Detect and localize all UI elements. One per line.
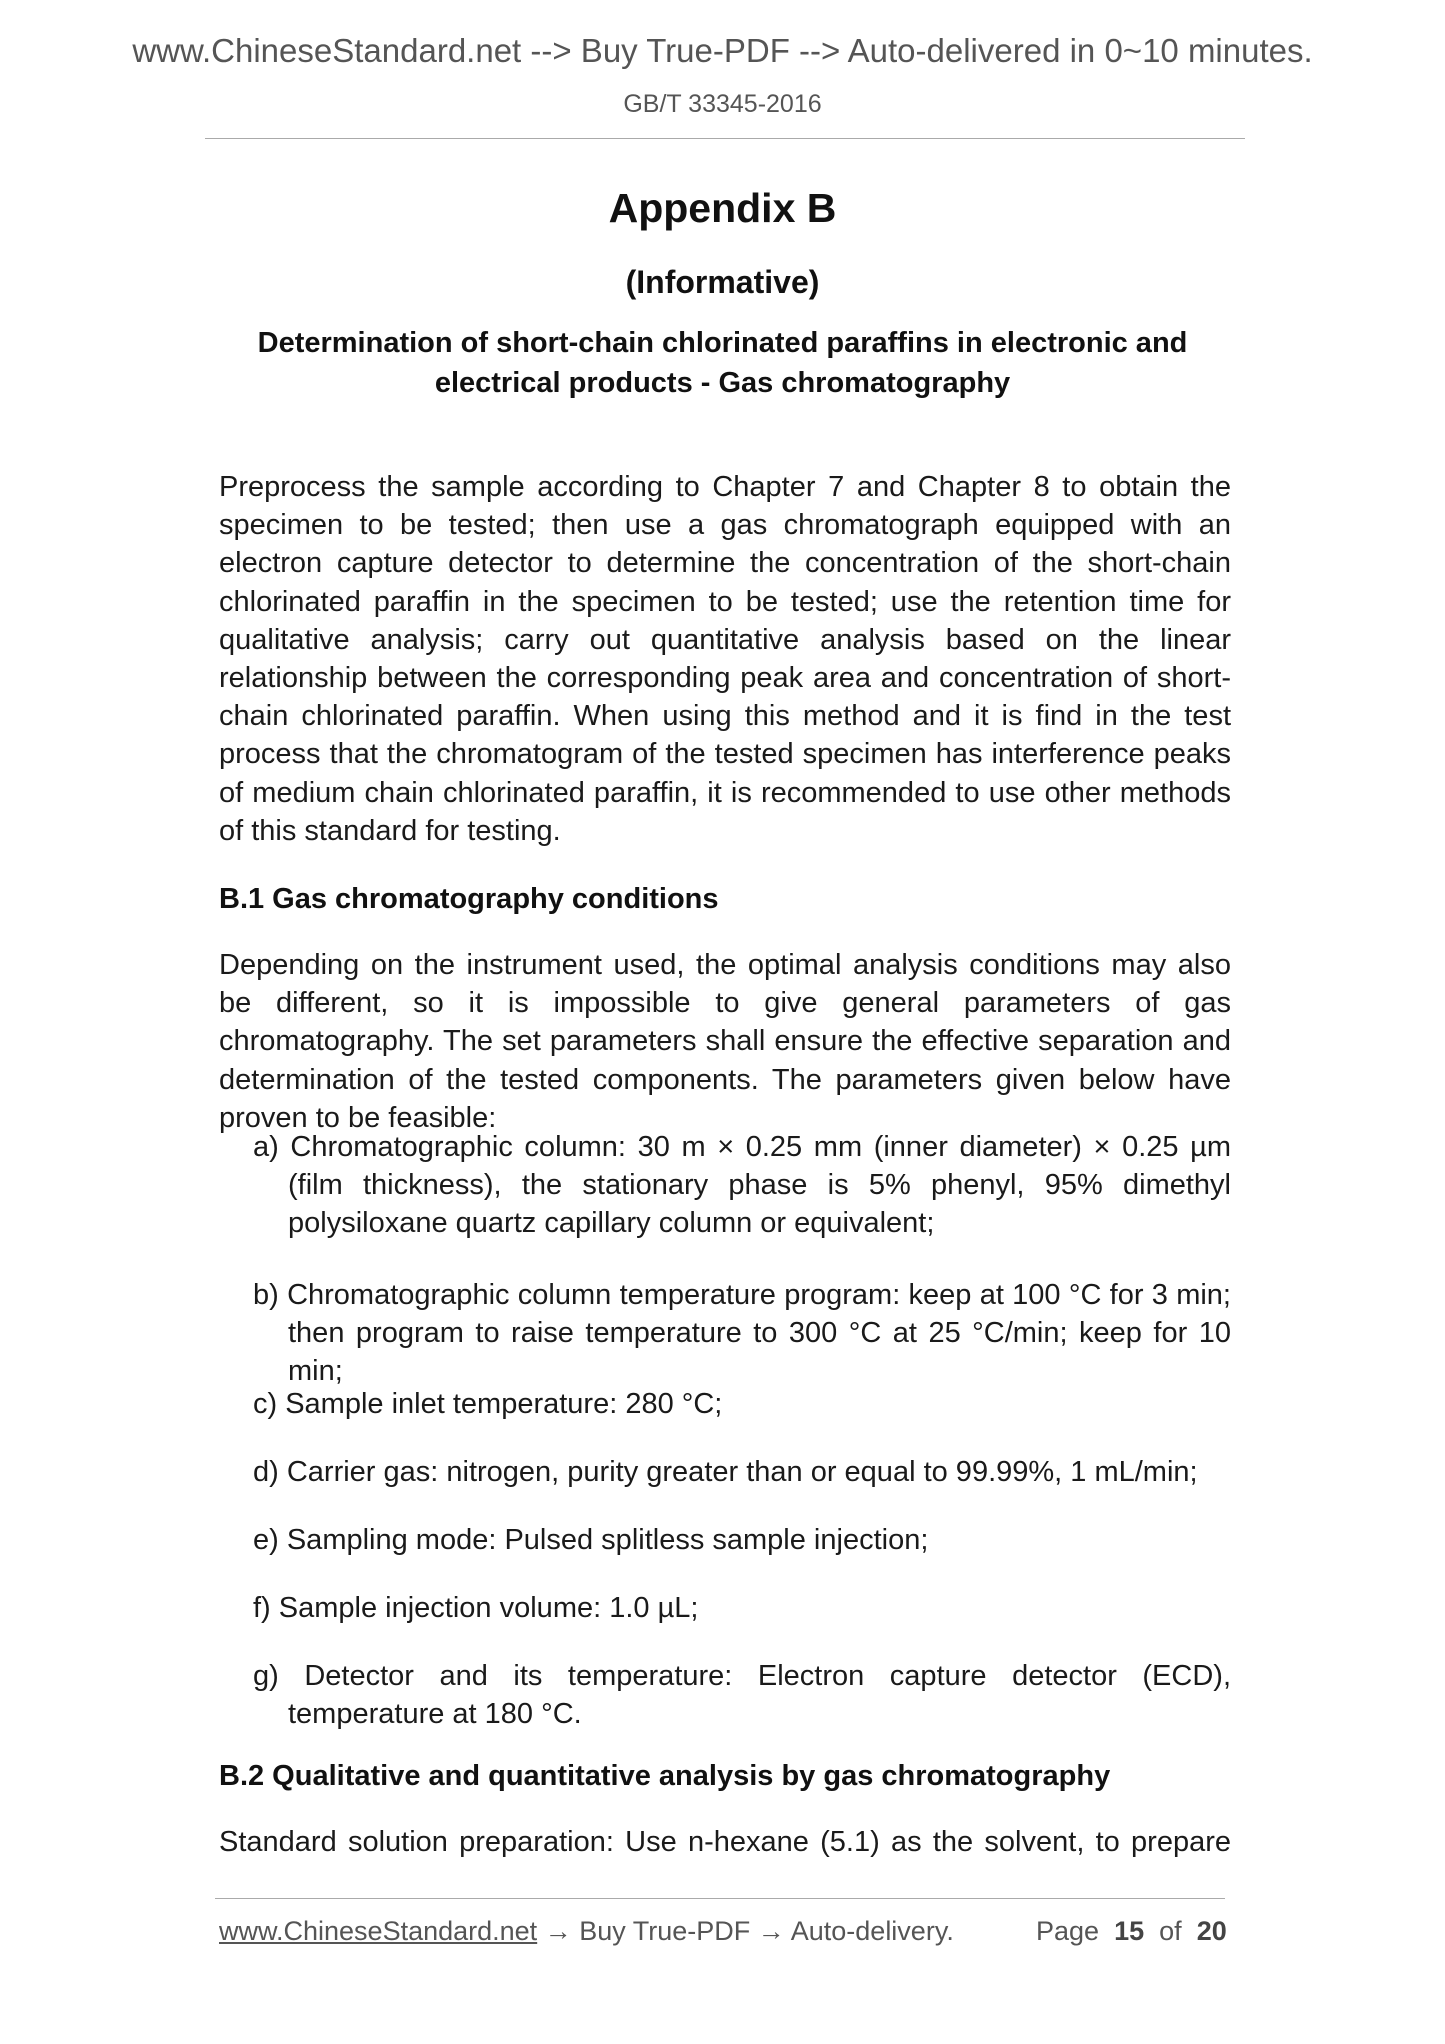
list-item-e: e) Sampling mode: Pulsed splitless sample injection; xyxy=(253,1524,929,1556)
total-pages: 20 xyxy=(1196,1916,1227,1946)
header-divider xyxy=(205,138,1245,139)
intro-paragraph: Preprocess the sample according to Chapter 7 and Chapter 8 to obtain the specimen to be tested; then use a gas chromatograph equipped with an electron capture detector to determine the concentration of the short-chain chlorinated paraffin in the specimen to be tested; use the retention time for qualitative analysis; carry out quantitative analysis based on the linear relationship between the corresponding peak area and concentration of short-chain chlorinated paraffin. When using this method and it is find in the test process that the chromatogram of the tested specimen has interference peaks of medium chain chlorinated paraffin, it is recommended to use other methods of this standard for testing. xyxy=(219,471,1231,847)
page-number: 15 xyxy=(1114,1916,1145,1946)
footer-site-link[interactable]: www.ChineseStandard.net xyxy=(219,1916,538,1946)
page-label: Page xyxy=(1036,1916,1100,1946)
list-item-f: f) Sample injection volume: 1.0 µL; xyxy=(253,1592,699,1624)
appendix-title: Appendix B xyxy=(608,185,837,231)
list-item-b: b) Chromatographic column temperature program: keep at 100 °C for 3 min; then program to raise temperature to 300 °C at 25 °C/min; keep for 10 min; xyxy=(253,1279,1231,1388)
page-indicator xyxy=(1036,1916,1227,1947)
section-b1-heading: B.1 Gas chromatography conditions xyxy=(219,883,719,915)
appendix-subtitle: (Informative) xyxy=(625,264,820,300)
of-label: of xyxy=(1159,1916,1182,1946)
section-b2-paragraph: Standard solution preparation: Use n-hexane (5.1) as the solvent, to prepare xyxy=(219,1826,1231,1858)
list-item-g: g) Detector and its temperature: Electron capture detector (ECD), temperature at 180 °C. xyxy=(253,1660,1231,1731)
header-banner: www.ChineseStandard.net --> Buy True-PDF --> Auto-delivered in 0~10 minutes. xyxy=(132,32,1313,69)
footer-divider xyxy=(215,1898,1225,1899)
list-item-d: d) Carrier gas: nitrogen, purity greater than or equal to 99.99%, 1 mL/min; xyxy=(253,1456,1198,1488)
section-b2-heading: B.2 Qualitative and quantitative analysis by gas chromatography xyxy=(219,1760,1111,1792)
standard-code: GB/T 33345-2016 xyxy=(623,90,822,118)
appendix-description-line1: Determination of short-chain chlorinated paraffins in electronic and xyxy=(257,327,1188,359)
list-item-c: c) Sample inlet temperature: 280 °C; xyxy=(253,1388,723,1420)
footer-left xyxy=(219,1916,954,1947)
list-item-a: a) Chromatographic column: 30 m × 0.25 mm (inner diameter) × 0.25 µm (film thickness), the stationary phase is 5% phenyl, 95% dimethyl polysiloxane quartz capillary column or equivalent; xyxy=(253,1131,1231,1240)
appendix-description xyxy=(200,323,1245,403)
footer-tagline: → Buy True-PDF → Auto-delivery. xyxy=(537,1916,954,1946)
section-b1-paragraph: Depending on the instrument used, the optimal analysis conditions may also be different, so it is impossible to give general parameters of gas chromatography. The set parameters shall ensure the effective separation and determination of the tested components. The parameters given below have proven to be feasible: xyxy=(219,949,1231,1134)
appendix-description-line2: electrical products - Gas chromatography xyxy=(434,367,1011,399)
